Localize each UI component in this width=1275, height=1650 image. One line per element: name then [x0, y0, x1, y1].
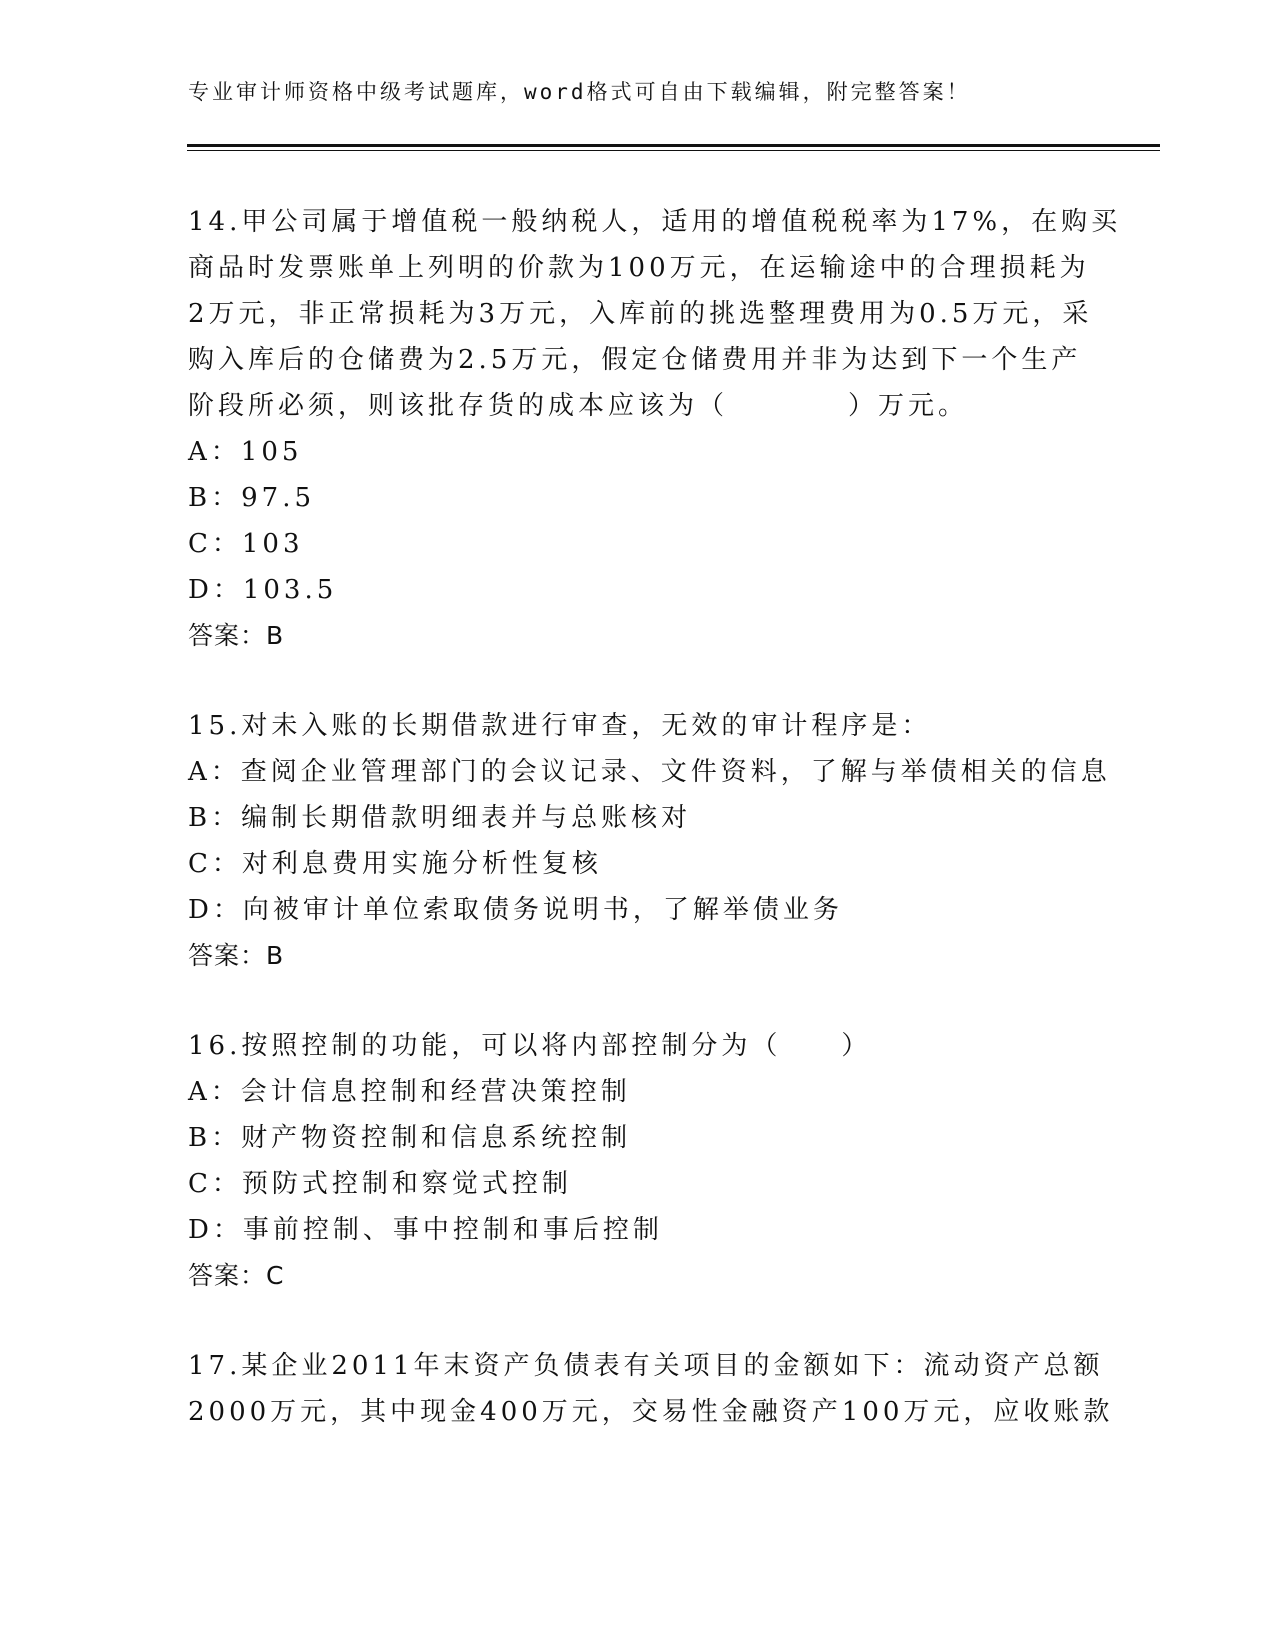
answer-label: 答案：B — [188, 621, 285, 650]
option-d: D：事前控制、事中控制和事后控制 — [188, 1215, 663, 1245]
option-b: B：编制长期借款明细表并与总账核对 — [188, 803, 692, 833]
answer-label: 答案：C — [188, 1261, 285, 1290]
question-stem-line: 2000万元，其中现金400万元，交易性金融资产100万元，应收账款 — [188, 1397, 1114, 1427]
answer-label: 答案：B — [188, 941, 285, 970]
option-b: B：97.5 — [188, 483, 315, 513]
question-stem-line: 17.某企业2011年末资产负债表有关项目的金额如下：流动资产总额 — [188, 1351, 1104, 1381]
option-c: C：预防式控制和察觉式控制 — [188, 1169, 572, 1199]
header-rule-thin — [187, 150, 1160, 151]
question-14 — [188, 199, 1122, 659]
option-a: A：会计信息控制和经营决策控制 — [188, 1077, 631, 1107]
option-c: C：103 — [188, 529, 304, 559]
option-d: D：103.5 — [188, 575, 338, 605]
question-16 — [188, 1023, 1118, 1299]
page-header: 专业审计师资格中级考试题库，word格式可自由下载编辑，附完整答案！ — [188, 80, 971, 104]
question-15 — [188, 703, 1118, 979]
question-stem-line: 阶段所必须，则该批存货的成本应该为（ ）万元。 — [188, 391, 969, 421]
option-a: A：105 — [188, 437, 303, 467]
question-stem-line: 16.按照控制的功能，可以将内部控制分为（ ） — [188, 1031, 872, 1061]
question-stem-line: 14.甲公司属于增值税一般纳税人，适用的增值税税率为17%，在购买 — [188, 207, 1122, 237]
option-a: A：查阅企业管理部门的会议记录、文件资料，了解与举债相关的信息 — [188, 757, 1111, 787]
question-stem-line: 购入库后的仓储费为2.5万元，假定仓储费用并非为达到下一个生产 — [188, 345, 1082, 375]
option-b: B：财产物资控制和信息系统控制 — [188, 1123, 632, 1153]
option-c: C：对利息费用实施分析性复核 — [188, 849, 602, 879]
question-stem-line: 15.对未入账的长期借款进行审查，无效的审计程序是： — [188, 711, 932, 741]
question-stem-line: 商品时发票账单上列明的价款为100万元，在运输途中的合理损耗为 — [188, 253, 1090, 283]
question-stem-line: 2万元，非正常损耗为3万元，入库前的挑选整理费用为0.5万元，采 — [188, 299, 1093, 329]
header-rule-thick — [187, 144, 1160, 147]
question-list — [188, 199, 1122, 1435]
option-d: D：向被审计单位索取债务说明书，了解举债业务 — [188, 895, 843, 925]
question-17 — [188, 1343, 1118, 1435]
